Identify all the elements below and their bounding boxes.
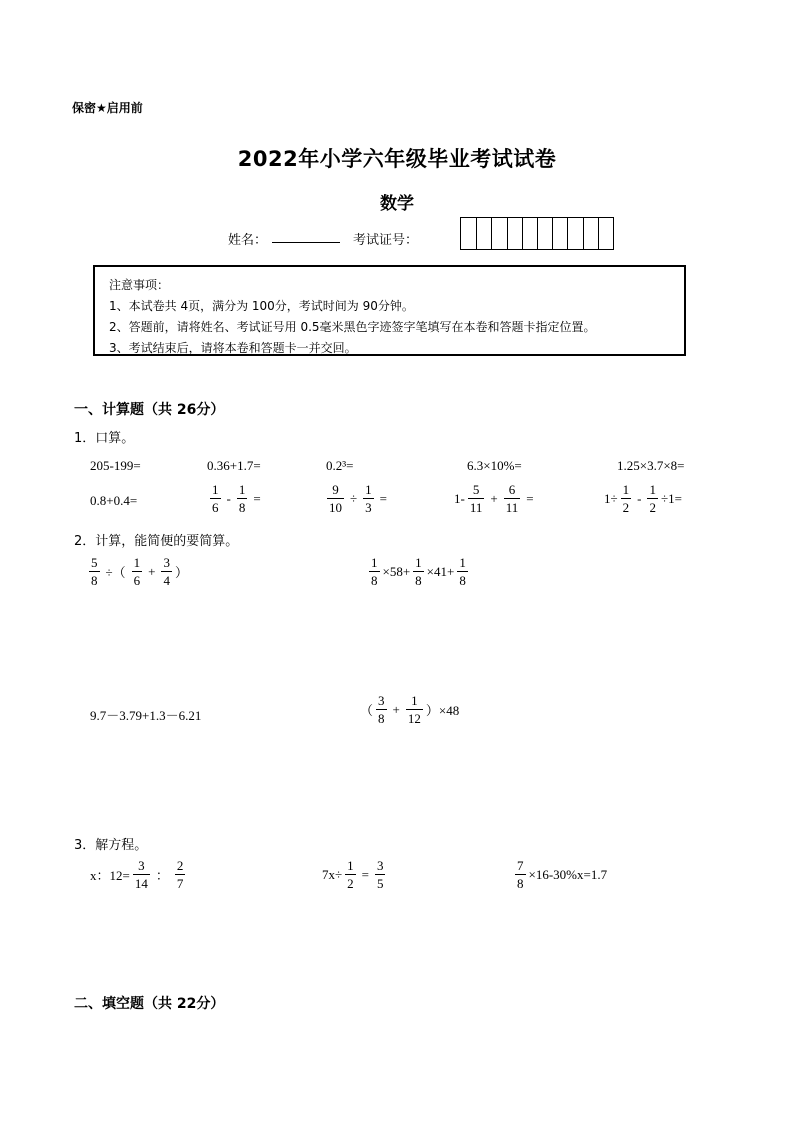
fraction: $\frac{1}{3}$ bbox=[365, 482, 372, 515]
expr-text: 1- bbox=[454, 490, 465, 506]
fraction: $\frac{3}{5}$ bbox=[376, 858, 384, 891]
expr-text: 1÷ bbox=[604, 490, 618, 506]
expr-text: x：12= bbox=[90, 868, 130, 883]
exam-subject: 数学 bbox=[380, 194, 414, 214]
oral-calc-1 bbox=[90, 458, 141, 474]
exam-id-cell[interactable] bbox=[583, 218, 598, 249]
expr-text: 9.7－3.79+1.3－6.21 bbox=[90, 708, 202, 723]
expr-text: 205-199= bbox=[90, 458, 141, 473]
fraction: $\frac{9}{10}$ bbox=[329, 482, 342, 515]
question-1-title: 1．口算。 bbox=[74, 431, 135, 446]
notice-item-1: 1、本试卷共 4页，满分为 100分，考试时间为 90分钟。 bbox=[109, 299, 414, 313]
expr-text: 6.3×10%= bbox=[467, 458, 522, 473]
fraction: $\frac{1}{8}$ bbox=[459, 555, 466, 588]
fraction: $\frac{1}{2}$ bbox=[622, 482, 630, 515]
exam-id-boxes[interactable] bbox=[460, 217, 614, 250]
operator: ： bbox=[155, 868, 169, 883]
calc-expr-3 bbox=[90, 705, 201, 724]
fraction: $\frac{6}{11}$ bbox=[505, 482, 519, 515]
fraction: $\frac{3}{14}$ bbox=[134, 858, 148, 891]
fraction: 2 7 bbox=[176, 858, 184, 891]
oral-calc-9 bbox=[454, 483, 537, 514]
exam-id-cell[interactable] bbox=[552, 218, 567, 249]
exam-id-cell[interactable] bbox=[522, 218, 537, 249]
equation-3 bbox=[512, 859, 607, 890]
equals: = bbox=[253, 490, 261, 506]
fraction: $\frac{3}{4}$ bbox=[163, 555, 170, 588]
operator: + bbox=[490, 490, 498, 506]
fraction: $\frac{7}{8}$ bbox=[517, 858, 524, 891]
exam-id-cell[interactable] bbox=[491, 218, 506, 249]
expr-text: ）×48 bbox=[425, 703, 460, 718]
expr-text: 1.25×3.7×8= bbox=[617, 458, 685, 473]
calc-expr-2 bbox=[366, 556, 471, 587]
expr-text: 0.36+1.7= bbox=[207, 458, 261, 473]
name-blank[interactable] bbox=[272, 242, 340, 243]
operator: - bbox=[637, 490, 642, 506]
operator: = bbox=[361, 866, 369, 882]
fraction: $\frac{1}{8}$ bbox=[415, 555, 422, 588]
question-3-title: 3．解方程。 bbox=[74, 838, 148, 853]
expr-text: ÷1= bbox=[660, 490, 682, 506]
expr-text: ） bbox=[174, 565, 188, 580]
oral-calc-6 bbox=[90, 493, 137, 509]
operator: - bbox=[226, 490, 231, 506]
equals: = bbox=[526, 490, 534, 506]
fraction: $\frac{5}{8}$ bbox=[91, 555, 98, 588]
expr-text: ×58+ bbox=[382, 563, 411, 579]
operator: + bbox=[148, 563, 156, 579]
name-label: 姓名： bbox=[228, 233, 268, 248]
fraction: $\frac{1}{12}$ bbox=[407, 693, 421, 726]
exam-id-cell[interactable] bbox=[567, 218, 582, 249]
fraction: 1 6 bbox=[212, 482, 219, 515]
expr-text: 0.2³= bbox=[326, 458, 354, 473]
notice-item-2: 2、答题前，请将姓名、考试证号用 0.5毫米黑色字迹签字笔填写在本卷和答题卡指定位置。 bbox=[109, 320, 596, 334]
equals: = bbox=[379, 490, 387, 506]
fraction: $\frac{1}{2}$ bbox=[649, 482, 656, 515]
calc-expr-4 bbox=[360, 694, 459, 725]
oral-calc-3 bbox=[326, 458, 353, 474]
section-2-title: 二、填空题（共 22分） bbox=[74, 996, 225, 1012]
equation-2 bbox=[322, 859, 388, 890]
confidential-label: 保密★启用前 bbox=[72, 101, 143, 115]
fraction: $\frac{1}{8}$ bbox=[371, 555, 378, 588]
equation-1 bbox=[90, 859, 188, 890]
fraction: $\frac{1}{8}$ bbox=[238, 482, 246, 515]
exam-id-label: 考试证号： bbox=[353, 233, 419, 248]
expr-text: 7x÷ bbox=[322, 866, 343, 882]
oral-calc-8 bbox=[324, 483, 390, 514]
operator: + bbox=[392, 701, 400, 717]
fraction: $\frac{1}{2}$ bbox=[347, 858, 354, 891]
notice-box bbox=[93, 265, 686, 356]
exam-id-cell[interactable] bbox=[461, 218, 476, 249]
fraction: 3 8 bbox=[378, 693, 385, 726]
expr-text: ×16-30%x=1.7 bbox=[528, 866, 608, 882]
expr-text: 0.8+0.4= bbox=[90, 493, 138, 508]
question-2-title: 2．计算，能简便的要简算。 bbox=[74, 534, 239, 549]
operator: ÷（ bbox=[105, 565, 126, 580]
oral-calc-7 bbox=[207, 483, 264, 514]
section-1-title: 一、计算题（共 26分） bbox=[74, 402, 225, 418]
oral-calc-10 bbox=[604, 483, 682, 514]
fraction: 1 6 bbox=[133, 555, 141, 588]
expr-text: ×41+ bbox=[426, 563, 455, 579]
oral-calc-4 bbox=[467, 458, 522, 474]
fraction: 5 11 bbox=[469, 482, 483, 515]
oral-calc-2 bbox=[207, 458, 261, 474]
exam-id-cell[interactable] bbox=[476, 218, 491, 249]
exam-id-cell[interactable] bbox=[507, 218, 522, 249]
expr-text: （ bbox=[360, 703, 374, 718]
exam-id-cell[interactable] bbox=[598, 218, 613, 249]
notice-item-3: 3、考试结束后，请将本卷和答题卡一并交回。 bbox=[109, 341, 357, 355]
oral-calc-5 bbox=[617, 458, 685, 474]
operator: ÷ bbox=[350, 490, 358, 506]
notice-title: 注意事项： bbox=[109, 278, 170, 292]
calc-expr-1 bbox=[86, 556, 188, 587]
exam-title: 2022年小学六年级毕业考试试卷 bbox=[237, 147, 557, 171]
exam-id-cell[interactable] bbox=[537, 218, 552, 249]
